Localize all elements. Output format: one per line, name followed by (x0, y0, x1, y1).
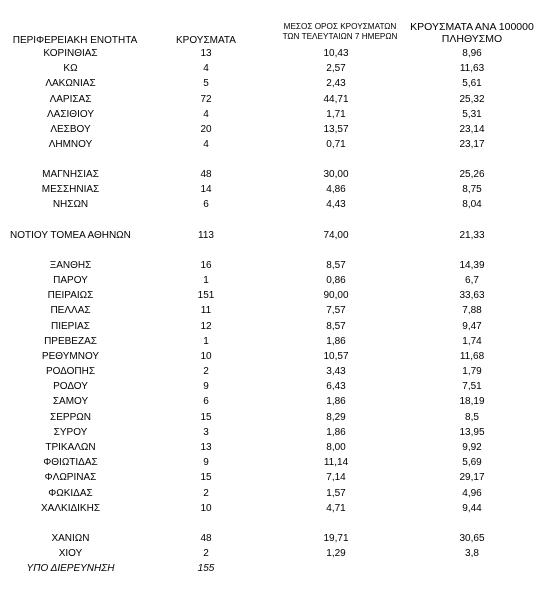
region-cell: ΠΑΡΟΥ (53, 275, 88, 286)
cases-cell: 113 (198, 230, 214, 241)
avg-cell: 13,57 (323, 124, 349, 135)
avg-cell: 2,57 (326, 63, 346, 74)
cases-cell: 2 (203, 548, 209, 559)
table-row (0, 303, 542, 318)
region-cell: ΞΑΝΘΗΣ (49, 260, 92, 271)
region-cell: ΠΙΕΡΙΑΣ (51, 321, 90, 332)
avg-cell: 30,00 (323, 169, 349, 180)
region-cell: ΛΑΚΩΝΙΑΣ (45, 78, 96, 89)
region-cell: ΣΥΡΟΥ (53, 427, 88, 438)
avg-cell: 7,14 (326, 472, 346, 483)
header-7day-average-line2: ΤΩΝ ΤΕΛΕΥΤΑΙΩΝ 7 ΗΜΕΡΩΝ (282, 32, 398, 41)
cases-cell: 10 (200, 503, 212, 514)
per100k-cell: 30,65 (459, 533, 485, 544)
header-7day-average-line1: ΜΕΣΟΣ ΟΡΟΣ ΚΡΟΥΣΜΑΤΩΝ (283, 22, 397, 31)
avg-cell: 8,57 (326, 321, 346, 332)
table-row (0, 197, 542, 212)
cases-cell: 15 (200, 412, 212, 423)
per100k-cell: 25,26 (459, 169, 485, 180)
region-cell: ΠΕΙΡΑΙΩΣ (47, 290, 94, 301)
header-cases-per-100k-line1: ΚΡΟΥΣΜΑΤΑ ΑΝΑ 100000 (410, 21, 534, 33)
cases-cell: 6 (203, 396, 209, 407)
avg-cell: 11,14 (323, 457, 349, 468)
cases-cell: 9 (203, 457, 209, 468)
table-row (0, 455, 542, 470)
table-row (0, 122, 542, 137)
avg-cell: 1,86 (326, 396, 346, 407)
table-row (0, 92, 542, 107)
table-row-under-investigation (0, 561, 542, 576)
region-cell: ΦΩΚΙΔΑΣ (48, 488, 93, 499)
avg-cell: 4,43 (326, 199, 346, 210)
avg-cell: 6,43 (326, 381, 346, 392)
region-cell: ΛΑΡΙΣΑΣ (49, 94, 92, 105)
region-cell: ΛΗΜΝΟΥ (48, 139, 93, 150)
table-row (0, 546, 542, 561)
avg-cell: 1,29 (326, 548, 346, 559)
table-row (0, 440, 542, 455)
per100k-cell: 18,19 (459, 396, 485, 407)
per100k-cell: 14,39 (459, 260, 485, 271)
cases-cell: 3 (203, 427, 209, 438)
table-row (0, 531, 542, 546)
avg-cell: 8,57 (326, 260, 346, 271)
region-cell: ΡΕΘΥΜΝΟΥ (41, 351, 100, 362)
table-row (0, 319, 542, 334)
cases-cell: 14 (200, 184, 212, 195)
per100k-cell: 13,95 (459, 427, 485, 438)
table-row (0, 486, 542, 501)
cases-cell: 72 (200, 94, 212, 105)
per100k-cell: 11,63 (459, 63, 485, 74)
per100k-cell: 11,68 (459, 351, 485, 362)
cases-cell: 13 (200, 48, 212, 59)
avg-cell: 4,86 (326, 184, 346, 195)
region-cell: ΠΡΕΒΕΖΑΣ (44, 336, 97, 347)
avg-cell: 8,29 (326, 412, 346, 423)
table-row (0, 394, 542, 409)
region-cell: ΧΙΟΥ (58, 548, 83, 559)
cases-cell: 4 (203, 63, 209, 74)
region-cell: ΣΕΡΡΩΝ (50, 412, 91, 423)
per100k-cell: 5,69 (462, 457, 482, 468)
avg-cell: 90,00 (323, 290, 349, 301)
cases-cell: 11 (200, 305, 212, 316)
region-cell: ΝΟΤΙΟΥ ΤΟΜΕΑ ΑΘΗΝΩΝ (10, 230, 131, 241)
region-cell: ΜΕΣΣΗΝΙΑΣ (41, 184, 100, 195)
table-row (0, 61, 542, 76)
per100k-cell: 9,47 (462, 321, 482, 332)
region-cell: ΡΟΔΟΠΗΣ (45, 366, 96, 377)
per100k-cell: 7,51 (462, 381, 482, 392)
table-row (0, 364, 542, 379)
table-row (0, 258, 542, 273)
cases-cell: 151 (197, 290, 215, 301)
cases-cell: 1 (203, 275, 209, 286)
cases-cell: 9 (203, 381, 209, 392)
region-cell: ΧΑΛΚΙΔΙΚΗΣ (41, 503, 100, 514)
cases-cell: 155 (197, 563, 215, 574)
cases-cell: 16 (200, 260, 212, 271)
table-row (0, 349, 542, 364)
per100k-cell: 29,17 (459, 472, 485, 483)
table-row (0, 288, 542, 303)
per100k-cell: 25,32 (459, 94, 485, 105)
avg-cell: 44,71 (323, 94, 349, 105)
region-cell: ΧΑΝΙΩΝ (51, 533, 90, 544)
table-row (0, 46, 542, 61)
table-row (0, 107, 542, 122)
cases-cell: 4 (203, 109, 209, 120)
region-cell: ΡΟΔΟΥ (53, 381, 88, 392)
per100k-cell: 23,14 (459, 124, 485, 135)
avg-cell: 1,57 (326, 488, 346, 499)
cases-cell: 15 (200, 472, 212, 483)
cases-cell: 1 (203, 336, 209, 347)
header-cases-per-100k-line2: ΠΛΗΘΥΣΜΟ (441, 33, 503, 45)
avg-cell: 8,00 (326, 442, 346, 453)
avg-cell: 7,57 (326, 305, 346, 316)
avg-cell: 10,57 (323, 351, 349, 362)
table-row (0, 334, 542, 349)
region-cell: ΣΑΜΟΥ (52, 396, 89, 407)
avg-cell: 74,00 (323, 230, 349, 241)
per100k-cell: 33,63 (459, 290, 485, 301)
cases-cell: 2 (203, 366, 209, 377)
per100k-cell: 3,8 (465, 548, 479, 559)
avg-cell: 1,86 (326, 336, 346, 347)
cases-cell: 4 (203, 139, 209, 150)
table-row (0, 182, 542, 197)
table-row (0, 379, 542, 394)
avg-cell: 1,71 (326, 109, 346, 120)
region-cell: ΦΛΩΡΙΝΑΣ (44, 472, 97, 483)
header-cases: ΚΡΟΥΣΜΑΤΑ (176, 35, 236, 46)
table-row (0, 425, 542, 440)
avg-cell: 1,86 (326, 427, 346, 438)
region-cell: ΚΩ (63, 63, 78, 74)
table-row (0, 470, 542, 485)
per100k-cell: 9,44 (462, 503, 482, 514)
cases-cell: 2 (203, 488, 209, 499)
cases-cell: 5 (203, 78, 209, 89)
cases-cell: 10 (200, 351, 212, 362)
table-row (0, 137, 542, 152)
header-region: ΠΕΡΙΦΕΡΕΙΑΚΗ ΕΝΟΤΗΤΑ (12, 35, 138, 46)
avg-cell: 0,86 (326, 275, 346, 286)
per100k-cell: 4,96 (462, 488, 482, 499)
avg-cell: 2,43 (326, 78, 346, 89)
avg-cell: 3,43 (326, 366, 346, 377)
region-cell: ΦΘΙΩΤΙΔΑΣ (43, 457, 98, 468)
per100k-cell: 23,17 (459, 139, 485, 150)
region-cell: ΜΑΓΝΗΣΙΑΣ (42, 169, 99, 180)
cases-cell: 48 (200, 533, 212, 544)
avg-cell: 4,71 (326, 503, 346, 514)
per100k-cell: 8,5 (465, 412, 479, 423)
table-row (0, 167, 542, 182)
per100k-cell: 1,79 (462, 366, 482, 377)
per100k-cell: 9,92 (462, 442, 482, 453)
per100k-cell: 6,7 (465, 275, 479, 286)
per100k-cell: 1,74 (462, 336, 482, 347)
table-row (0, 410, 542, 425)
per100k-cell: 5,61 (462, 78, 482, 89)
per100k-cell: 7,88 (462, 305, 482, 316)
avg-cell: 0,71 (326, 139, 346, 150)
per100k-cell: 8,04 (462, 199, 482, 210)
cases-cell: 20 (200, 124, 212, 135)
avg-cell: 10,43 (323, 48, 349, 59)
per100k-cell: 8,96 (462, 48, 482, 59)
region-cell: ΥΠΟ ΔΙΕΡΕΥΝΗΣΗ (26, 563, 115, 574)
region-cell: ΛΑΣΙΘΙΟΥ (47, 109, 94, 120)
table-row (0, 501, 542, 516)
avg-cell: 19,71 (323, 533, 349, 544)
region-cell: ΛΕΣΒΟΥ (50, 124, 91, 135)
region-cell: ΚΟΡΙΝΘΙΑΣ (43, 48, 98, 59)
per100k-cell: 21,33 (459, 230, 485, 241)
cases-cell: 12 (200, 321, 212, 332)
per100k-cell: 5,31 (462, 109, 482, 120)
region-cell: ΠΕΛΛΑΣ (50, 305, 91, 316)
cases-cell: 6 (203, 199, 209, 210)
table-row (0, 228, 542, 243)
table-row (0, 273, 542, 288)
table-row (0, 76, 542, 91)
region-cell: ΤΡΙΚΑΛΩΝ (45, 442, 96, 453)
cases-cell: 13 (200, 442, 212, 453)
cases-cell: 48 (200, 169, 212, 180)
region-cell: ΝΗΣΩΝ (52, 199, 89, 210)
per100k-cell: 8,75 (462, 184, 482, 195)
